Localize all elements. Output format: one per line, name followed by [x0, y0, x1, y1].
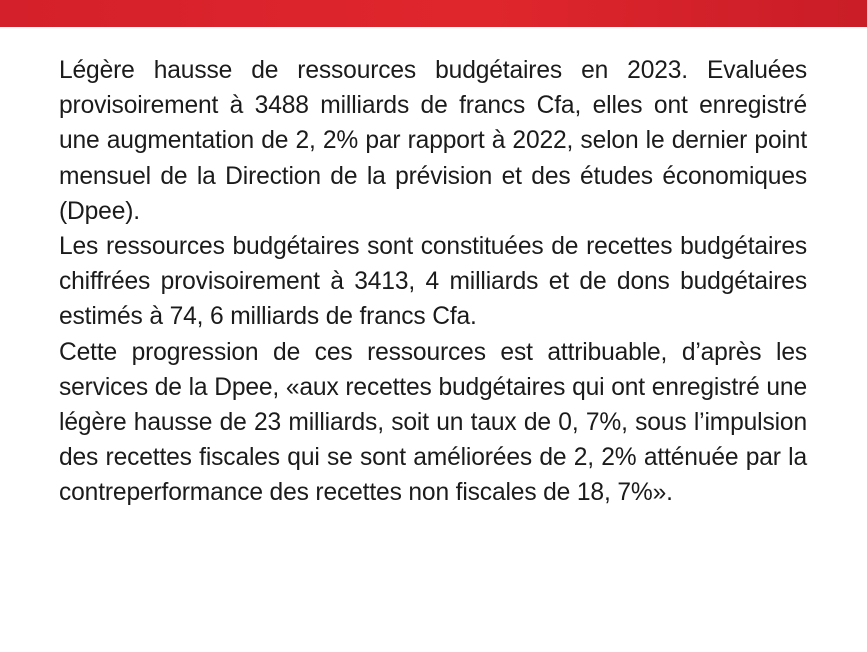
article-body	[59, 53, 807, 511]
paragraph-progression-explanation: Cette progression de ces ressources est attribuable, d’après les services de la Dpee, «aux recettes budgétaires qui ont enregistré une légère hausse de 23 milliards, soit un taux de 0, 7%, sous l’impulsion des recettes fiscales qui se sont améliorées de 2, 2% atténuée par la contreperformance des recettes non fiscales de 18, 7%».	[59, 338, 807, 507]
top-accent-band	[0, 0, 867, 27]
paragraph-budget-resources: Légère hausse de ressources budgétaires en 2023. Evaluées provisoirement à 3488 milliards de francs Cfa, elles ont enregistré une augmentation de 2, 2% par rapport à 2022, selon le dernier point mensuel de la Direction de la prévision et des études économiques (Dpee).	[59, 57, 807, 225]
paragraph-resource-composition: Les ressources budgétaires sont constituées de recettes budgétaires chiffrées provisoirement à 3413, 4 milliards et de dons budgétaires estimés à 74, 6 milliards de francs Cfa.	[59, 233, 807, 331]
